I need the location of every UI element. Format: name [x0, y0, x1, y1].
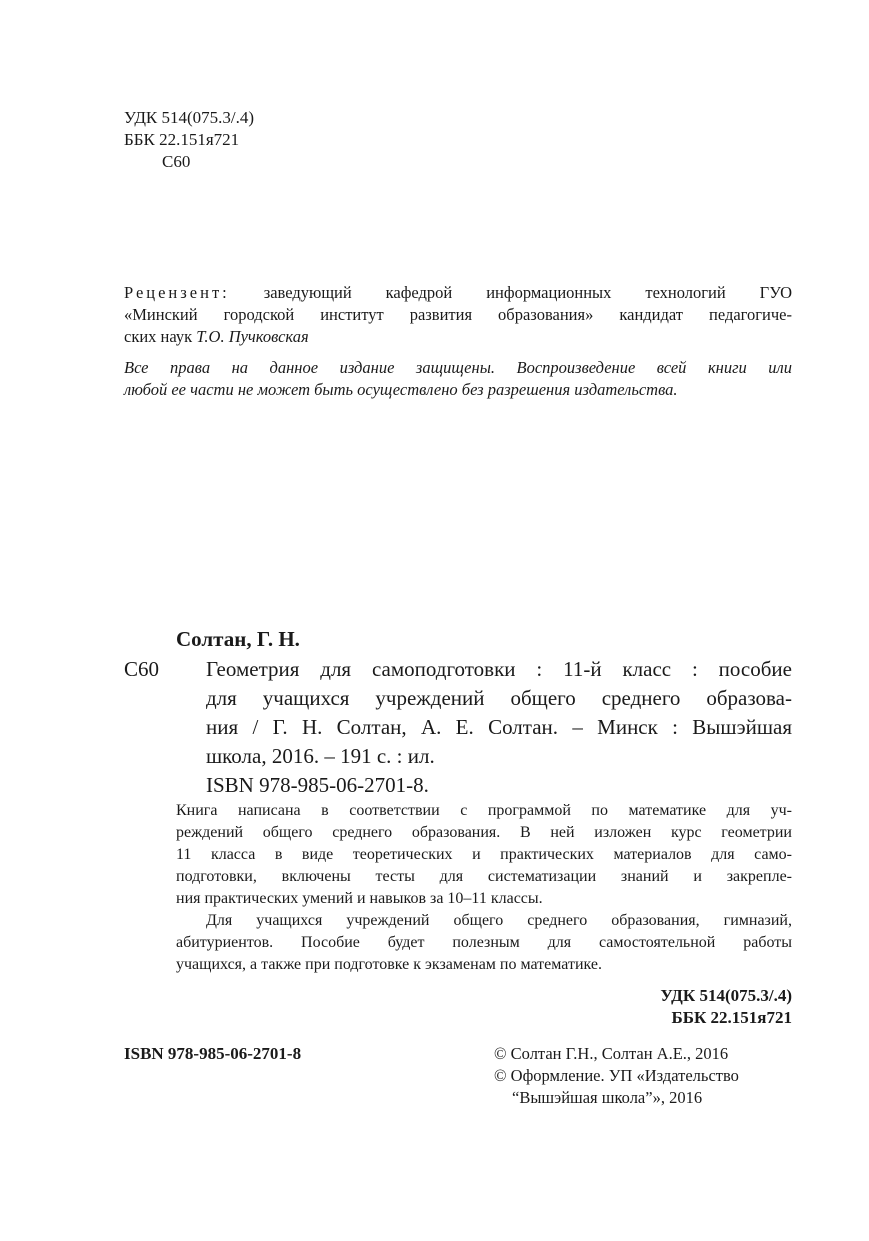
annotation-p1-line-2: реждений общего среднего образования. В ней изложен курс геометрии — [176, 824, 792, 841]
annotation-p2-line-1: Для учащихся учреждений общего среднего образования, гимназий, — [206, 912, 792, 929]
copyright-line-1: © Солтан Г.Н., Солтан А.Е., 2016 — [494, 1044, 729, 1063]
annotation-p1-line-4: подготовки, включены тесты для систематизации знаний и закрепле- — [176, 868, 792, 885]
top-classification-block — [124, 107, 254, 173]
entry-author-mark: С60 — [124, 657, 160, 681]
copyright-block — [494, 1043, 739, 1109]
annotation-p1-line-1: Книга написана в соответствии с программой по математике для уч- — [176, 802, 792, 819]
reviewer-name: Т.О. Пучковская — [196, 327, 309, 346]
annotation-block — [176, 800, 792, 976]
entry-line-1: Геометрия для самоподготовки : 11-й класс : пособие — [206, 657, 792, 681]
annotation-p1-line-3: 11 класса в виде теоретических и практических материалов для само- — [176, 846, 792, 863]
reviewer-line-1-text: заведующий кафедрой информационных технологий ГУО — [229, 283, 792, 302]
copyright-line-3: “Вышэйшая школа”», 2016 — [512, 1088, 703, 1107]
bottom-udk-code: УДК 514(075.3/.4) — [660, 986, 792, 1005]
top-bbk-code: ББК 22.151я721 — [124, 130, 240, 149]
annotation-p2-line-3: учащихся, а также при подготовке к экзаменам по математике. — [176, 956, 603, 973]
entry-isbn: ISBN 978-985-06-2701-8. — [206, 773, 429, 797]
reviewer-line-3-prefix: ских наук — [124, 327, 197, 346]
rights-line-2: любой ее части не может быть осуществлено без разрешения издательства. — [124, 380, 678, 399]
entry-line-4: школа, 2016. – 191 с. : ил. — [206, 744, 435, 768]
rights-notice — [124, 357, 792, 401]
entry-author: Солтан, Г. Н. — [176, 627, 300, 651]
entry-line-3: ния / Г. Н. Солтан, А. Е. Солтан. – Минск : Вышэйшая — [206, 715, 792, 739]
bottom-isbn: ISBN 978-985-06-2701-8 — [124, 1044, 302, 1063]
top-udk-code: УДК 514(075.3/.4) — [124, 108, 255, 127]
copyright-line-2: © Оформление. УП «Издательство — [494, 1066, 739, 1085]
reviewer-line-3 — [124, 326, 792, 348]
rights-line-1: Все права на данное издание защищены. Воспроизведение всей книги или — [124, 358, 792, 377]
annotation-p1-line-5: ния практических умений и навыков за 10–11 классы. — [176, 890, 543, 907]
reviewer-label: Рецензент: — [124, 283, 230, 302]
top-author-mark: С60 — [162, 152, 191, 171]
reviewer-paragraph — [124, 282, 792, 348]
entry-line-2: для учащихся учреждений общего среднего образова- — [206, 686, 792, 710]
bottom-bbk-code: ББК 22.151я721 — [671, 1008, 792, 1027]
reviewer-line-1 — [124, 282, 792, 304]
reviewer-line-2: «Минский городской институт развития образования» кандидат педагогиче- — [124, 305, 792, 324]
bottom-classification-block — [660, 985, 792, 1029]
annotation-p2-line-2: абитуриентов. Пособие будет полезным для самостоятельной работы — [176, 934, 792, 951]
bibliographic-entry — [206, 655, 792, 800]
